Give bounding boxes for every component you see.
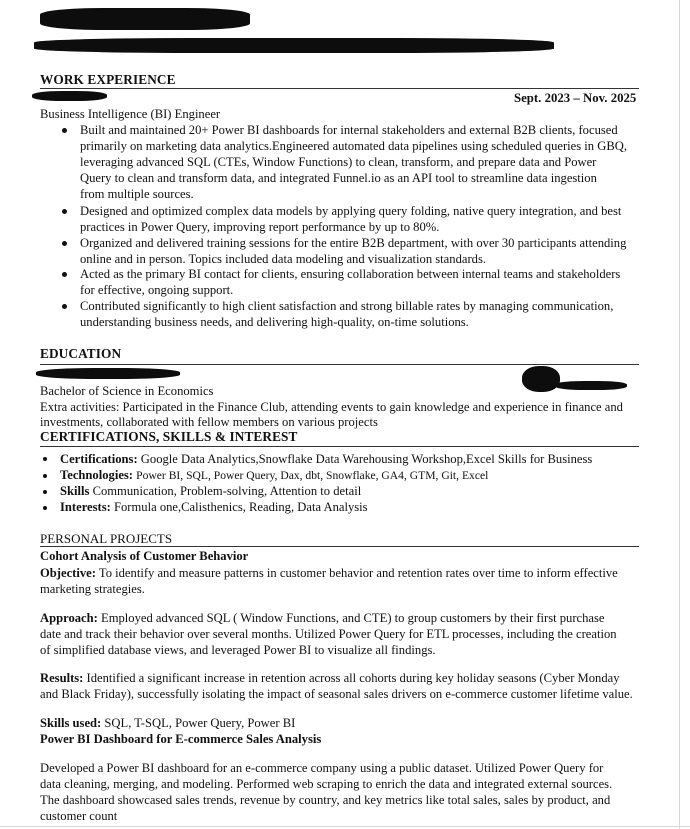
work-bullet-2-line-1: Designed and optimized complex data models by applying query folding, native query integration, and best xyxy=(80,204,622,218)
certifications-heading-rule xyxy=(40,446,639,447)
cert-item-certifications: Certifications: Google Data Analytics,Snowflake Data Warehousing Workshop,Excel Skills for Business xyxy=(60,452,593,466)
project-2-body-line-2: data cleaning, merging, and modeling. Performed web scraping to enrich the data and integrated external sources. xyxy=(40,777,613,791)
project-1-results-line-1: Results: Identified a significant increase in retention across all cohorts during key holiday seasons (Cyber Monday xyxy=(40,671,620,685)
project-1-approach-line-2: date and track their behavior over several months. Utilized Power Query for ETL processes, including the creation xyxy=(40,627,617,641)
bullet-marker xyxy=(62,128,67,133)
work-bullet-2-line-2: practices in Power Query, improving report performance by up to 80%. xyxy=(80,220,440,234)
bullet-marker xyxy=(43,506,47,510)
project-1-results-line-2: and Black Friday), successfully isolating the impact of seasonal sales drivers on e-commerce customer lifetime value. xyxy=(40,687,633,701)
cert-item-skills: Skills Communication, Problem-solving, Attention to detail xyxy=(60,484,362,498)
page-edge-right xyxy=(679,0,680,829)
education-heading: EDUCATION xyxy=(40,346,122,361)
work-bullet-5-line-1: Contributed significantly to high client satisfaction and strong billable rates by managing communication, xyxy=(80,299,614,313)
project-2-body-line-4: customer count xyxy=(40,809,118,823)
projects-heading-rule xyxy=(40,546,639,547)
work-bullet-3-line-2: online and in person. Topics included data modeling and visualization standards. xyxy=(80,252,486,266)
work-bullet-4-line-1: Acted as the primary BI contact for clients, ensuring collaboration between internal teams and stakeholders xyxy=(80,267,621,281)
page-edge-bottom xyxy=(0,826,690,827)
bullet-marker xyxy=(62,272,67,277)
work-bullet-1-line-3: leveraging advanced SQL (CTEs, Window Functions) to clean, transform, and prepare data and Power xyxy=(80,155,597,169)
bullet-marker xyxy=(62,304,67,309)
project-2-body-line-1: Developed a Power BI dashboard for an e-commerce company using a public dataset. Utilized Power Query for xyxy=(40,761,604,775)
education-extra-line-2: investments, collaborated with fellow members on various projects xyxy=(40,415,378,429)
project-2-body-line-3: The dashboard showcased sales trends, revenue by country, and key metrics like total sales, sales by product, and xyxy=(40,793,611,807)
work-dates: Sept. 2023 – Nov. 2025 xyxy=(514,91,637,105)
bullet-marker xyxy=(43,457,47,461)
project-1-approach-line-1: Approach: Employed advanced SQL ( Window Functions, and CTE) to group customers by their first purchase xyxy=(40,611,605,625)
project-2-title: Power BI Dashboard for E-commerce Sales Analysis xyxy=(40,732,322,746)
work-experience-heading: WORK EXPERIENCE xyxy=(40,72,176,87)
redacted-company xyxy=(32,91,107,101)
redacted-university xyxy=(36,368,180,379)
education-heading-rule xyxy=(40,364,639,365)
education-degree: Bachelor of Science in Economics xyxy=(40,384,214,398)
work-bullet-1-line-4: Query to clean and transform data, and integrated Funnel.io as an API tool to streamline data ingestion xyxy=(80,171,597,185)
project-1-approach-line-3: of simplified database views, and leveraged Power BI to visualize all findings. xyxy=(40,643,436,657)
work-bullet-1-line-1: Built and maintained 20+ Power BI dashboards for internal stakeholders and external B2B clients, focused xyxy=(80,123,618,137)
education-extra-line-1: Extra activities: Participated in the Finance Club, attending events to gain knowledge and experience in finance and xyxy=(40,400,623,414)
project-1-skills-used: Skills used: SQL, T-SQL, Power Query, Power BI xyxy=(40,716,296,730)
cert-item-technologies: Technologies: Power BI, SQL, Power Query, Dax, dbt, Snowflake, GA4, GTM, Git, Excel xyxy=(60,468,489,482)
certifications-heading: CERTIFICATIONS, SKILLS & INTEREST xyxy=(40,429,298,444)
cert-item-interests: Interests: Formula one,Calisthenics, Reading, Data Analysis xyxy=(60,500,368,514)
project-1-objective-line-2: marketing strategies. xyxy=(40,582,145,596)
project-1-objective-line-1: Objective: To identify and measure patterns in customer behavior and retention rates over time to inform effective xyxy=(40,566,618,580)
work-bullet-1-line-5: from multiple sources. xyxy=(80,187,194,201)
work-bullet-5-line-2: understanding business needs, and delivering high-quality, on-time solutions. xyxy=(80,315,469,329)
bullet-marker xyxy=(43,490,47,494)
bullet-marker xyxy=(43,474,47,478)
project-1-title: Cohort Analysis of Customer Behavior xyxy=(40,549,249,563)
work-bullet-4-line-2: for effective, ongoing support. xyxy=(80,283,234,297)
work-bullet-1-line-2: primarily on marketing data analytics.Engineered automated data pipelines using scheduled queries in GBQ, xyxy=(80,139,627,153)
bullet-marker xyxy=(62,209,67,214)
work-role: Business Intelligence (BI) Engineer xyxy=(40,107,221,121)
projects-heading: PERSONAL PROJECTS xyxy=(40,531,173,546)
bullet-marker xyxy=(62,241,67,246)
work-bullet-3-line-1: Organized and delivered training sessions for the entire B2B department, with over 30 participants attending xyxy=(80,236,627,250)
work-heading-rule xyxy=(40,88,639,89)
